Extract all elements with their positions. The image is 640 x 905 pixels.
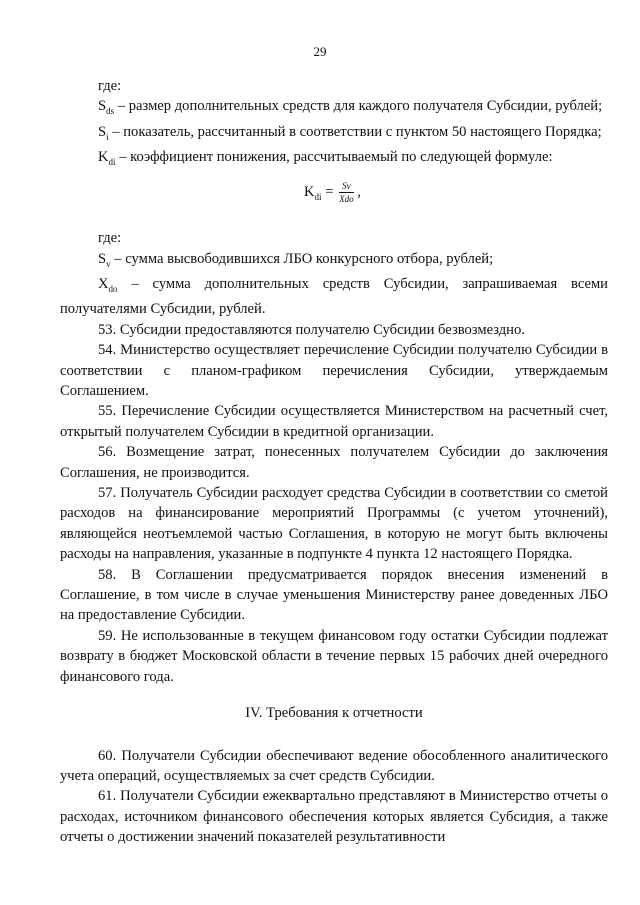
definition-text: – размер дополнительных средств для каждого получателя Субсидии, рублей; bbox=[114, 98, 603, 115]
symbol-k: K bbox=[98, 149, 109, 166]
formula-tail: , bbox=[353, 184, 361, 201]
definition-text: – показатель, рассчитанный в соответствии с пунктом 50 настоящего Порядка; bbox=[108, 123, 602, 140]
subscript: ds bbox=[106, 106, 115, 117]
formula-equals: = bbox=[321, 184, 338, 201]
where-label-1: где: bbox=[98, 78, 122, 94]
formula-denominator: Xdo bbox=[339, 194, 354, 205]
definition-xdo bbox=[60, 274, 608, 320]
paragraph-59: 59. Не использованные в текущем финансовом году остатки Субсидии подлежат возврату в бюджет Московской области в течение первых 15 рабочих дней очередного финансового года. bbox=[60, 627, 608, 685]
symbol-s: S bbox=[98, 123, 107, 140]
subscript: di bbox=[108, 156, 116, 167]
definition-text: – коэффициент понижения, рассчитываемый по следующей формуле: bbox=[115, 149, 553, 166]
symbol-s: S bbox=[98, 250, 107, 267]
paragraph-61: 61. Получатели Субсидии ежеквартально представляют в Министерство отчеты о расходах, источником финансового обеспечения которых является Субсидия, а также отчеты о достижении значений показателей результативности bbox=[60, 788, 608, 846]
paragraph-60: 60. Получатели Субсидии обеспечивают ведение обособленного аналитического учета операций, осуществляемых за счет средств Субсидии. bbox=[60, 747, 608, 784]
definition-text: – сумма дополнительных средств Субсидии, запрашиваемая всеми получателями Субсидии, рублей. bbox=[60, 276, 608, 318]
where-label-2: где: bbox=[98, 230, 122, 247]
definition-text: – сумма высвободившихся ЛБО конкурсного отбора, рублей; bbox=[110, 250, 494, 267]
definition-kdi bbox=[60, 147, 608, 172]
subscript: v bbox=[106, 258, 111, 269]
formula-lhs-subscript: di bbox=[314, 192, 322, 203]
formula-fraction bbox=[339, 180, 354, 205]
page-number: 29 bbox=[313, 44, 327, 59]
definition-sv bbox=[60, 249, 608, 274]
paragraph-58: 58. В Соглашении предусматривается порядок внесения изменений в Соглашение, в том числе в случае уменьшения Министерству ранее доведенных ЛБО на предоставление Субсидии. bbox=[60, 566, 608, 624]
subscript: i bbox=[106, 131, 109, 142]
formula-numerator: Sv bbox=[339, 180, 354, 193]
document-body bbox=[60, 76, 608, 848]
section-heading: IV. Требования к отчетности bbox=[245, 705, 423, 722]
symbol-x: X bbox=[98, 276, 109, 293]
paragraph-56: 56. Возмещение затрат, понесенных получателем Субсидии до заключения Соглашения, не производится. bbox=[60, 444, 608, 481]
symbol-s: S bbox=[98, 98, 107, 115]
paragraph-54: 54. Министерство осуществляет перечисление Субсидии получателю Субсидии в соответствии с планом-графиком перечисления Субсидии, утверждаемым Соглашением. bbox=[60, 342, 608, 399]
formula-lhs: K bbox=[304, 184, 315, 201]
formula-kdi bbox=[60, 172, 608, 228]
paragraph-55: 55. Перечисление Субсидии осуществляется Министерством на расчетный счет, открытый получателем Субсидии в кредитной организации. bbox=[60, 403, 608, 440]
subscript: do bbox=[108, 283, 118, 294]
definition-sds bbox=[60, 96, 608, 121]
definition-si bbox=[60, 122, 608, 147]
paragraph-53: 53. Субсидии предоставляются получателю Субсидии безвозмездно. bbox=[98, 321, 525, 338]
paragraph-57: 57. Получатель Субсидии расходует средства Субсидии в соответствии со сметой расходов на финансирование мероприятий Программы (с учетом уточнений), являющейся неотъемлемой частью Соглашения, в которую не могут быть включены расходы на направления, указанные в подпункте 4 пункта 12 настоящего Порядка. bbox=[60, 485, 608, 563]
